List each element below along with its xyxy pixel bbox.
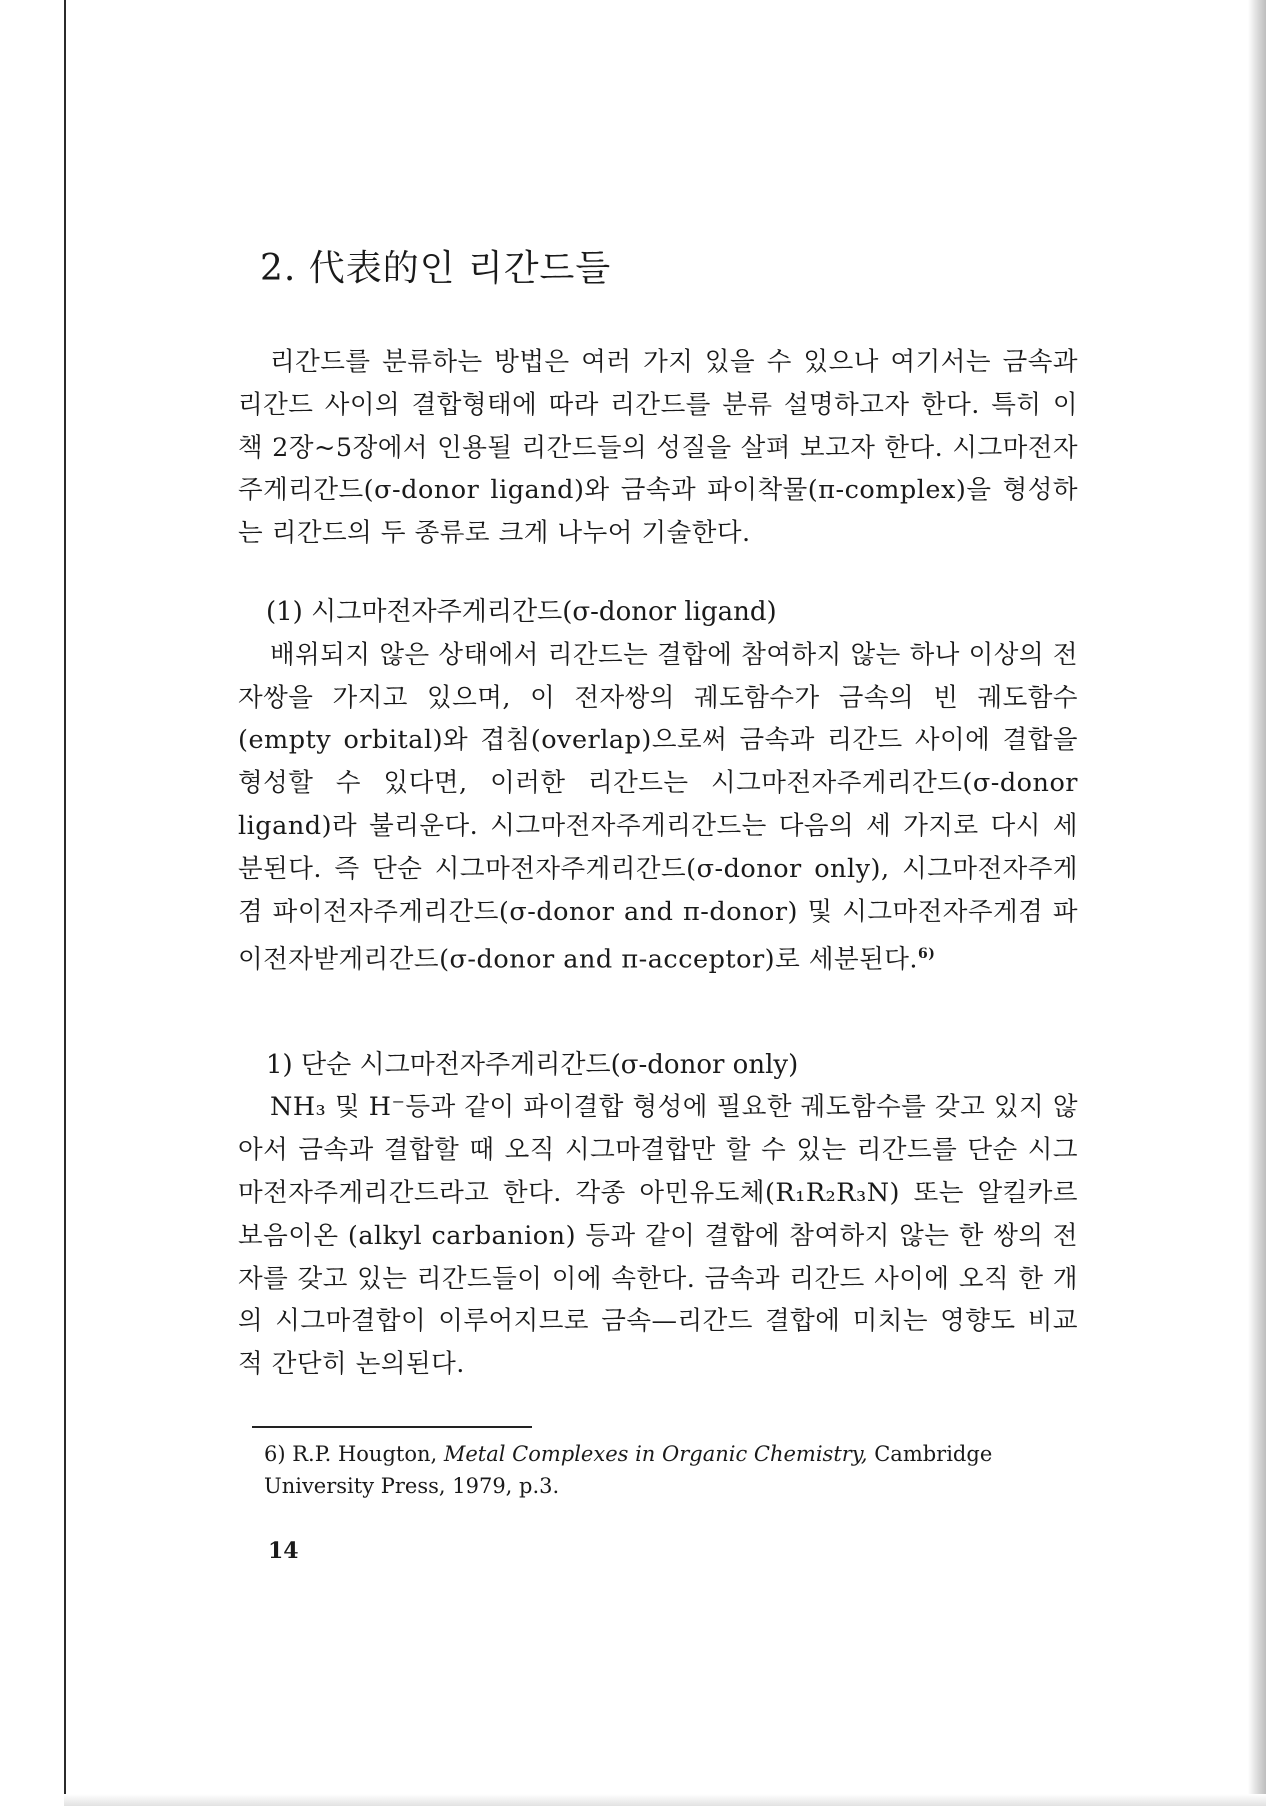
intro-paragraph: 리간드를 분류하는 방법은 여러 가지 있을 수 있으나 여기서는 금속과 리간드 사이의 결합형태에 따라 리간드를 분류 설명하고자 한다. 특히 이 책 2장~5장에서 인용될 리간드들의 성질을 살펴 보고자 한다. 시그마전자주게리간드(σ-donor ligand)와 금속과 파이착물(π-complex)을 형성하는 리간드의 두 종류로 크게 나누어 기술한다.	[238, 347, 1078, 549]
page-left-border	[64, 0, 66, 1806]
subsection-1-heading: (1) 시그마전자주게리간드(σ-donor ligand)	[266, 596, 777, 627]
footnote-author: R.P. Hougton,	[292, 1442, 438, 1467]
page-number: 14	[268, 1538, 299, 1565]
footnote	[264, 1438, 1084, 1502]
page-bottom-edge-shadow	[64, 1794, 1266, 1806]
footnote-reference: 6)	[918, 946, 936, 963]
section-title: 2. 代表的인 리간드들	[260, 248, 612, 289]
subsection-2-paragraph: NH₃ 및 H⁻등과 같이 파이결합 형성에 필요한 궤도함수를 갖고 있지 않아서 금속과 결합할 때 오직 시그마결합만 할 수 있는 리간드를 단순 시그마전자주게리간드라고 한다. 각종 아민유도체(R₁R₂R₃N) 또는 알킬카르보음이온 (alkyl carbanion) 등과 같이 결합에 참여하지 않는 한 쌍의 전자를 갖고 있는 리간드들이 이에 속한다. 금속과 리간드 사이에 오직 한 개의 시그마결합이 이루어지므로 금속—리간드 결합에 미치는 영향도 비교적 간단히 논의된다.	[238, 1092, 1078, 1380]
page-right-edge-shadow	[1248, 0, 1266, 1806]
footnote-title: Metal Complexes in Organic Chemistry,	[443, 1442, 868, 1467]
subsection-1-paragraph	[238, 634, 1078, 982]
footnote-publisher: Cambridge University Press, 1979, p.3.	[264, 1442, 993, 1499]
subsection-2-heading: 1) 단순 시그마전자주게리간드(σ-donor only)	[266, 1049, 799, 1080]
subsection-1-paragraph-text: 배위되지 않은 상태에서 리간드는 결합에 참여하지 않는 하나 이상의 전자쌍을 가지고 있으며, 이 전자쌍의 궤도함수가 금속의 빈 궤도함수(empty orbital)와 겹침(overlap)으로써 금속과 리간드 사이에 결합을 형성할 수 있다면, 이러한 리간드는 시그마전자주게리간드(σ-donor ligand)라 불리운다. 시그마전자주게리간드는 다음의 세 가지로 다시 세분된다. 즉 단순 시그마전자주게리간드(σ-donor only), 시그마전자주게겸 파이전자주게리간드(σ-donor and π-donor) 및 시그마전자주게겸 파이전자받게리간드(σ-donor and π-acceptor)로 세분된다.	[238, 639, 1078, 975]
footnote-number: 6)	[264, 1442, 286, 1467]
footnote-divider	[252, 1426, 532, 1428]
page-content	[238, 240, 1078, 1564]
